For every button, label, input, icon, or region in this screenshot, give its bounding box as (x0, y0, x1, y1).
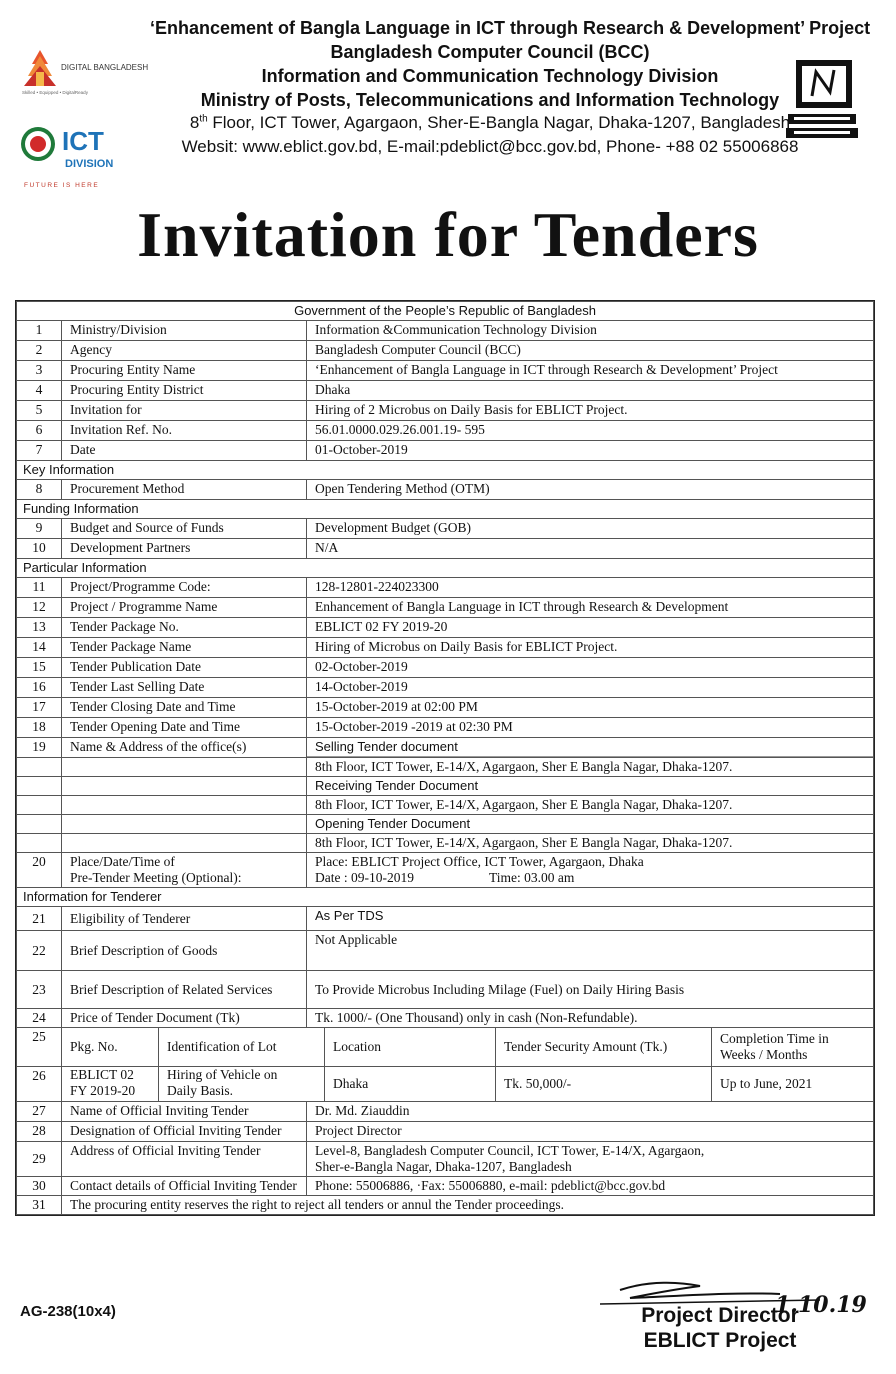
table-row-31 (17, 1196, 874, 1215)
logo-ict-tagline: FUTURE IS HERE (24, 182, 100, 189)
table-row (17, 678, 874, 698)
header-bcc-line: Bangladesh Computer Council (BCC) (330, 42, 650, 62)
row-value: 14-October-2019 (307, 678, 874, 698)
table-row (17, 578, 874, 598)
section-information-for-tenderer: Information for Tenderer (17, 888, 874, 907)
row-label: Budget and Source of Funds (62, 519, 307, 539)
lot-identification (159, 1067, 325, 1101)
row-value: N/A (307, 539, 874, 559)
row-value: 56.01.0000.029.26.001.19- 595 (307, 421, 874, 441)
table-row (17, 698, 874, 718)
row-number: 16 (17, 678, 62, 698)
table-row-19-opening (17, 834, 874, 853)
row-label: Invitation for (62, 401, 307, 421)
row-number: 25 (17, 1028, 62, 1067)
header-division-line: Information and Communication Technology Division (261, 66, 719, 86)
row-number: 22 (17, 931, 62, 971)
header-address-floor: 8 (189, 113, 200, 132)
page-title: Invitation for Tenders (137, 199, 759, 270)
row-number: 12 (17, 598, 62, 618)
lot-header-security: Tender Security Amount (Tk.) (496, 1028, 712, 1066)
row-label: Ministry/Division (62, 321, 307, 341)
row-value (307, 853, 874, 888)
row-label: Procurement Method (62, 480, 307, 500)
opening-address: 8th Floor, ICT Tower, E-14/X, Agargaon, Sher E Bangla Nagar, Dhaka-1207. (307, 834, 874, 853)
row-value: Tk. 1000/- (One Thousand) only in cash (Non-Refundable). (307, 1009, 874, 1028)
section-funding-information: Funding Information (17, 500, 874, 519)
row-value: Phone: 55006886, ·Fax: 55006880, e-mail: pdeblict@bcc.gov.bd (307, 1177, 874, 1196)
lot-location: Dhaka (325, 1067, 496, 1101)
tender-table (15, 300, 875, 1216)
row-value: Bangladesh Computer Council (BCC) (307, 341, 874, 361)
signatory-title: Project Director (641, 1304, 799, 1327)
lot-pkg-1: EBLICT 02 (70, 1067, 134, 1082)
official-address-1: Level-8, Bangladesh Computer Council, ICT Tower, E-14/X, Agargaon, (315, 1143, 705, 1158)
selling-heading: Selling Tender document (307, 738, 873, 757)
row-value: Hiring of 2 Microbus on Daily Basis for EBLICT Project. (307, 401, 874, 421)
table-row (17, 618, 874, 638)
row-number: 10 (17, 539, 62, 559)
row-label: Tender Package No. (62, 618, 307, 638)
ict-division-logo (16, 120, 141, 190)
header-address-sup: th (199, 113, 208, 125)
row-number: 9 (17, 519, 62, 539)
row-label: Agency (62, 341, 307, 361)
row-number: 11 (17, 578, 62, 598)
row-value: To Provide Microbus Including Milage (Fuel) on Daily Hiring Basis (307, 971, 874, 1009)
row-value: Dhaka (307, 381, 874, 401)
row-value: 15-October-2019 at 02:00 PM (307, 698, 874, 718)
row-label: Eligibility of Tenderer (62, 907, 307, 931)
table-row-22 (17, 931, 874, 971)
meeting-date: Date : 09-10-2019 (315, 870, 414, 885)
row-label: Address of Official Inviting Tender (62, 1142, 307, 1177)
row-label: Date (62, 441, 307, 461)
logo-digital-text: DIGITAL BANGLADESH (61, 63, 149, 72)
selling-address: 8th Floor, ICT Tower, E-14/X, Agargaon, Sher E Bangla Nagar, Dhaka-1207. (307, 758, 874, 777)
table-row-19-receiving-head (17, 777, 874, 796)
row-value: Development Budget (GOB) (307, 519, 874, 539)
row-number: 30 (17, 1177, 62, 1196)
meeting-time: Time: 03.00 am (488, 870, 575, 885)
row-value: 01-October-2019 (307, 441, 874, 461)
row-label: Name of Official Inviting Tender (62, 1102, 307, 1122)
row-number: 19 (17, 738, 62, 758)
table-row (17, 539, 874, 559)
table-row-20 (17, 853, 874, 888)
header-project-line: ‘Enhancement of Bangla Language in ICT through Research & Development’ Project (150, 18, 871, 38)
table-row (17, 718, 874, 738)
signatory-block (600, 1303, 840, 1353)
table-row-19-selling (17, 758, 874, 777)
row-label: Tender Opening Date and Time (62, 718, 307, 738)
lot-header-completion-1: Completion Time in (720, 1031, 829, 1046)
header-contact-line: Websit: www.eblict.gov.bd, E-mail:pdeblict@bcc.gov.bd, Phone- +88 02 55006868 (181, 137, 799, 156)
lot-header-pkg: Pkg. No. (62, 1028, 159, 1066)
row-number: 7 (17, 441, 62, 461)
row-value (307, 1142, 874, 1177)
row-number: 23 (17, 971, 62, 1009)
row-label: Invitation Ref. No. (62, 421, 307, 441)
row-label: Brief Description of Goods (62, 931, 307, 971)
row-number: 17 (17, 698, 62, 718)
row-number: 21 (17, 907, 62, 931)
row-value: Hiring of Microbus on Daily Basis for EBLICT Project. (307, 638, 874, 658)
row-number: 24 (17, 1009, 62, 1028)
logo-ict-sub: DIVISION (65, 158, 114, 170)
row-number: 27 (17, 1102, 62, 1122)
logo-digital-tagline: Skilled • Equipped • DigitalReady (22, 90, 88, 95)
lot-pkg-2: FY 2019-20 (70, 1083, 136, 1098)
table-row-19-receiving (17, 796, 874, 815)
row-label: Tender Package Name (62, 638, 307, 658)
table-row (17, 638, 874, 658)
row-number: 31 (17, 1196, 62, 1215)
table-row-19-opening-head (17, 815, 874, 834)
header-ministry-line: Ministry of Posts, Telecommunications and Information Technology (200, 90, 780, 110)
row-value: As Per TDS (307, 907, 874, 931)
row-value: 128-12801-224023300 (307, 578, 874, 598)
receiving-address: 8th Floor, ICT Tower, E-14/X, Agargaon, Sher E Bangla Nagar, Dhaka-1207. (307, 796, 874, 815)
lot-security: Tk. 50,000/- (496, 1067, 712, 1101)
logo-ict-text: ICT (62, 126, 104, 156)
opening-heading: Opening Tender Document (307, 815, 874, 834)
row-value: 02-October-2019 (307, 658, 874, 678)
row-number: 15 (17, 658, 62, 678)
lot-header-identification: Identification of Lot (159, 1028, 325, 1066)
row-number: 14 (17, 638, 62, 658)
lot-ident-1: Hiring of Vehicle on (167, 1067, 278, 1082)
row-number: 4 (17, 381, 62, 401)
table-row (17, 381, 874, 401)
row-label-line2: Pre-Tender Meeting (Optional): (70, 870, 242, 885)
row-label: Tender Publication Date (62, 658, 307, 678)
row-value: EBLICT 02 FY 2019-20 (307, 618, 874, 638)
lot-table-row (62, 1067, 874, 1102)
signature-date: 1.10.19 (775, 1292, 867, 1318)
table-row-19 (17, 738, 874, 758)
row-label: Price of Tender Document (Tk) (62, 1009, 307, 1028)
signatory-project: EBLICT Project (643, 1329, 797, 1352)
row-label: Project/Programme Code: (62, 578, 307, 598)
table-row-26 (17, 1067, 874, 1102)
rows-basic (17, 321, 874, 461)
table-row (17, 401, 874, 421)
digital-bangladesh-logo (18, 42, 149, 97)
row-value: Not Applicable (307, 931, 874, 971)
lot-header-completion (712, 1028, 874, 1066)
row-number: 20 (17, 853, 62, 888)
lot-table-header (62, 1028, 874, 1067)
row-label: Procuring Entity District (62, 381, 307, 401)
table-row-21 (17, 907, 874, 931)
row-label: Project / Programme Name (62, 598, 307, 618)
row-value: Project Director (307, 1122, 874, 1142)
row-number: 13 (17, 618, 62, 638)
receiving-heading: Receiving Tender Document (307, 777, 874, 796)
official-address-2: Sher-e-Bangla Nagar, Dhaka-1207, Bangladesh (315, 1159, 572, 1174)
rows-particular (17, 578, 874, 738)
header-address-rest: Floor, ICT Tower, Agargaon, Sher-E-Bangla Nagar, Dhaka-1207, Bangladesh (207, 113, 791, 132)
row-number: 3 (17, 361, 62, 381)
row-number: 1 (17, 321, 62, 341)
row-number: 6 (17, 421, 62, 441)
table-row (17, 441, 874, 461)
row-value: Open Tendering Method (OTM) (307, 480, 874, 500)
gov-heading: Government of the People’s Republic of Bangladesh (17, 302, 874, 321)
table-row (17, 658, 874, 678)
row-label (62, 853, 307, 888)
table-row-24 (17, 1009, 874, 1028)
row-number: 2 (17, 341, 62, 361)
row-value: ‘Enhancement of Bangla Language in ICT through Research & Development’ Project (307, 361, 874, 381)
row-value: Enhancement of Bangla Language in ICT through Research & Development (307, 598, 874, 618)
row-number: 5 (17, 401, 62, 421)
row-label: Tender Last Selling Date (62, 678, 307, 698)
lot-ident-2: Daily Basis. (167, 1083, 233, 1098)
section-key-information: Key Information (17, 461, 874, 480)
meeting-place: Place: EBLICT Project Office, ICT Tower, Agargaon, Dhaka (315, 854, 644, 869)
table-row-25 (17, 1028, 874, 1067)
lot-pkg (62, 1067, 159, 1101)
table-row (17, 421, 874, 441)
lot-header-location: Location (325, 1028, 496, 1066)
row-number: 26 (17, 1067, 62, 1102)
row-label: Contact details of Official Inviting Tender (62, 1177, 307, 1196)
row-label: Development Partners (62, 539, 307, 559)
row-number: 8 (17, 480, 62, 500)
table-row (17, 341, 874, 361)
row-label: Designation of Official Inviting Tender (62, 1122, 307, 1142)
row-label-line1: Place/Date/Time of (70, 854, 175, 869)
table-row (17, 1102, 874, 1122)
table-row (17, 361, 874, 381)
table-row (17, 480, 874, 500)
lot-header-completion-2: Weeks / Months (720, 1047, 808, 1062)
row-value-offices (307, 738, 874, 758)
rows-official (17, 1102, 874, 1142)
row-value: Information &Communication Technology Division (307, 321, 874, 341)
ad-code: AG-238(10x4) (20, 1303, 116, 1320)
table-row-23 (17, 971, 874, 1009)
row-number: 29 (17, 1142, 62, 1177)
section-particular-information: Particular Information (17, 559, 874, 578)
lot-completion: Up to June, 2021 (720, 1076, 813, 1091)
table-row (17, 519, 874, 539)
row-value: Dr. Md. Ziauddin (307, 1102, 874, 1122)
row-value: 15-October-2019 -2019 at 02:30 PM (307, 718, 874, 738)
row-value: The procuring entity reserves the right to reject all tenders or annul the Tender proceedings. (62, 1196, 874, 1215)
table-row-30 (17, 1177, 874, 1196)
table-row (17, 321, 874, 341)
table-row (17, 598, 874, 618)
rows-funding (17, 519, 874, 559)
rows-key (17, 480, 874, 500)
header-address-line (150, 113, 830, 133)
table-row-29 (17, 1142, 874, 1177)
table-row (17, 1122, 874, 1142)
row-label: Procuring Entity Name (62, 361, 307, 381)
row-number: 28 (17, 1122, 62, 1142)
row-label: Brief Description of Related Services (62, 971, 307, 1009)
row-label: Name & Address of the office(s) (62, 738, 307, 758)
row-label: Tender Closing Date and Time (62, 698, 307, 718)
row-number: 18 (17, 718, 62, 738)
